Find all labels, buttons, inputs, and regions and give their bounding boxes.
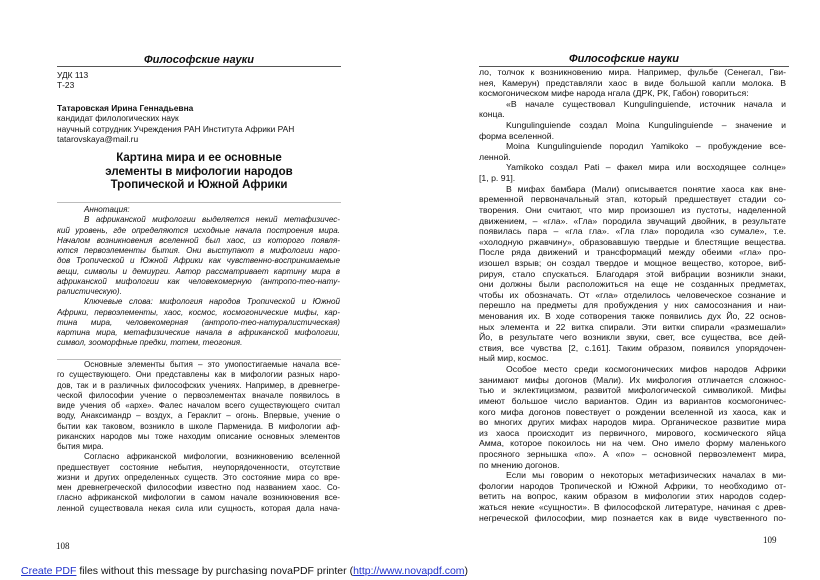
left-body-text	[57, 360, 340, 514]
text-line: Основные элементы бытия – это умопостигаемые начала все-	[84, 360, 340, 369]
udk-index: Т-23	[57, 80, 75, 91]
text-line: предшествует состояние небытия, неупорядоченности, отсутствие	[57, 462, 340, 472]
author-name: Татаровская Ирина Геннадьевна	[57, 103, 194, 113]
paragraph	[479, 162, 786, 183]
text-line: менования их. В ходе сотворения также появились дух Йо, 22 основ-	[479, 311, 786, 322]
text-line: символ, зооморфные предки, тотем, теогония.	[57, 338, 243, 348]
text-line: мен древнегреческой философии известно под названием хаос. Со-	[57, 483, 340, 492]
author-position: научный сотрудник Учреждения РАН Института Африки РАН	[57, 123, 295, 134]
text-line: Аннотация:	[84, 205, 130, 214]
text-line: ствия, все чувства [2, с.161]. Таким образом, появился упорядочен-	[479, 342, 786, 353]
paragraph	[479, 67, 786, 99]
paragraph	[479, 120, 786, 141]
novapdf-link[interactable]: http://www.novapdf.com	[353, 565, 465, 577]
text-line: Если мы говорим о некоторых метафизических началах в ми-	[506, 470, 786, 481]
text-line: Особое место среди космогонических мифов народов Африки	[506, 364, 786, 375]
text-line: форма вселенной.	[479, 130, 555, 141]
text-line: чтобы их обозначать. От «гла» отделилось человеческое сознание и	[479, 289, 786, 300]
footer-text-end: )	[464, 565, 469, 577]
right-page-number: 109	[763, 535, 777, 545]
right-running-header: Философские науки	[569, 53, 679, 65]
author-block	[57, 103, 357, 144]
udk-block	[57, 70, 341, 91]
left-running-header: Философские науки	[144, 54, 254, 66]
left-page-number: 108	[56, 541, 70, 551]
text-line: В мифах бамбара (Мали) описывается понятие хаоса как вне-	[506, 183, 786, 194]
text-line: жаться некие «сущности». В философской литературе, начиная с древ-	[479, 501, 786, 512]
text-line: картина мира, метафизические начала в африканской мифологии,	[57, 328, 340, 337]
create-pdf-link[interactable]: Create PDF	[21, 565, 77, 577]
text-line: Moina Kungulinguiende породил Yamikoko – пробуждение все-	[506, 141, 786, 152]
paragraph	[57, 205, 340, 215]
text-line: конца.	[479, 109, 505, 120]
text-line: по мнению догонов.	[479, 459, 560, 470]
text-line: перешло на предметы для пробуждения у них самосознания и наи-	[479, 300, 786, 311]
text-line: Согласно африканской мифологии, возникновению вселенной	[84, 452, 340, 462]
text-line: ветить на вопрос, каким образом в мифологии этих народов содер-	[479, 491, 786, 502]
text-line: временной первоначальный этап, который предшествует стадии со-	[479, 194, 786, 205]
text-line: появилась пара – «гла гла». «Гла гла» породила «зо сумале», т.е.	[479, 226, 786, 237]
paragraph	[57, 452, 340, 514]
text-line: творения. Они считают, что мир произошел из пустоты, наделенной	[479, 204, 786, 215]
text-line: фологии народов Тропической и Южной Африки, то необходимо от-	[479, 480, 786, 491]
article-title	[57, 152, 341, 193]
footer-text: files without this message by purchasing novaPDF printer (	[76, 565, 354, 577]
title-line: Тропической и Южной Африки	[110, 179, 288, 191]
text-line: вещи, символы и демиурги. Автор рассматривает картину мира в	[57, 266, 340, 276]
text-line: рируя, стало спускаться. Благодаря этой вибрации возникли знаки,	[479, 268, 786, 279]
text-line: Началом возникновения вселенной был хаос, из которого появля-	[57, 235, 340, 245]
text-line: ленной существовала некая сила или сущность, которая дала нача-	[57, 503, 340, 513]
text-line: негреческой философии, мир познается как в виде чувственного по-	[479, 512, 786, 523]
text-line: бытии как таковом, возникло в школе Парменида. В мифологии аф-	[57, 421, 340, 431]
text-line: изошел взрыв; он создал твердое и мощное вещество, которое, виб-	[479, 257, 786, 268]
text-line: [1, p. 91].	[479, 173, 516, 184]
text-line: ных элемента и 22 витка спирали. Эти витки спирали «размешали»	[479, 321, 786, 332]
text-line: во многих других мифах народов мира. Органическое развитие мира	[479, 417, 786, 428]
text-line: ются первоэлементы бытия. Они выступают в мифологии наро-	[57, 246, 340, 255]
paragraph	[479, 99, 786, 120]
left-header-rule	[57, 66, 341, 67]
text-line: имеют большое число вариантов. Один из вариантов космогоничес-	[479, 395, 786, 406]
pdf-watermark-footer	[21, 565, 468, 577]
paragraph	[57, 360, 340, 452]
text-line: Yamikoko создал Pati – факел мира или восходящее солнце»	[506, 162, 786, 173]
paragraph	[479, 364, 786, 470]
right-body-text	[479, 67, 786, 523]
text-line: из хаоса происходит из первичного, мирового, космического яйца	[479, 427, 786, 438]
text-line: Амма, которое покоилось ни на чем. Оно имело форму маленького	[479, 438, 786, 449]
text-line: гласно африканской мифологии в самом начале возникновения все-	[57, 493, 340, 503]
paragraph	[57, 215, 340, 297]
abstract	[57, 205, 340, 349]
text-line: «В начале существовал Kungulinguiende, источник начала и	[506, 98, 786, 109]
paragraph	[479, 184, 786, 364]
text-line: После ряда движений и трансформаций между обеими «гла» про-	[479, 247, 786, 258]
text-line: просяного зернышка «по». А «по» – основной первоэлемент мира,	[479, 448, 786, 459]
text-line: космогоническом мифе народа нгала (ДРК, РК, Габон) говориться:	[479, 88, 749, 99]
text-line: тью и эклектицизмом, развитой мифологической символикой. Мифы	[479, 385, 786, 396]
paragraph	[57, 297, 340, 348]
text-line: Kungulinguiende создал Moina Kungulinguiende – значение и	[506, 120, 786, 131]
text-line: ный мир, космос.	[479, 353, 549, 364]
text-line: жизни и других определенных существ. Это состояние мира со вре-	[57, 472, 340, 482]
author-email: tatarovskaya@mail.ru	[57, 133, 139, 144]
paragraph	[479, 470, 786, 523]
text-line: риканских народов мы тоже находим описание основных элементов	[57, 431, 340, 441]
text-line: движением, – «гла». «Гла» породила звучащий двойник, в результате	[479, 215, 786, 226]
text-line: ческой философии учение о первоэлементах вначале появилось в	[57, 390, 340, 400]
text-line: виде учения об «архе». Фалес началом всего существующего считал	[57, 401, 340, 410]
text-line: нея, Камерун) представляли хаос в виде большой капли молока. В	[479, 77, 786, 88]
text-line: дов Тропической и Южной Африки как чувственно-воспринимаемые	[57, 256, 340, 266]
text-line: «холодную ржавчину», образовавшую твердые и блестящие вещества.	[479, 236, 786, 247]
text-line: бытия мира.	[57, 442, 104, 451]
text-line: воду, Анаксимандр – воздух, а Гераклит – огонь. Впервые, учение о	[57, 411, 340, 421]
text-line: занимают мифы догонов (Мали). Их мифология отличается сложнос-	[479, 374, 786, 385]
text-line: ленной.	[479, 151, 511, 162]
text-line: ралистическую).	[57, 287, 122, 296]
text-line: тина мира, человекомерная (антропо-тео-натуралистическая)	[57, 317, 340, 327]
title-line: элементы в мифологии народов	[105, 165, 293, 178]
text-line: го существующего. Они представлены как в мифологии разных наро-	[57, 370, 340, 380]
text-line: В африканской мифологии выделяется некий метафизичес-	[84, 215, 340, 225]
text-line: Ключевые слова: мифология народов Тропической и Южной	[84, 297, 340, 307]
udk-code: УДК 113	[57, 70, 89, 80]
text-line: африканской мифологии как человекомерную (антропо-тео-нату-	[57, 276, 340, 286]
text-line: Африки, первоэлементы, хаос, космос, космогонические мифы, кар-	[57, 307, 340, 317]
author-degree: кандидат филологических наук	[57, 113, 179, 124]
title-line: Картина мира и ее основные	[116, 152, 282, 164]
abstract-top-rule	[57, 202, 341, 203]
text-line: кий уровень, где определяются исходные начала построения мира.	[57, 225, 340, 235]
text-line: ло, толчок к возникновению мира. Например, фульбе (Сенегал, Гви-	[479, 67, 786, 77]
text-line: они должны были расположиться на еще не созданных предметах,	[479, 279, 786, 290]
text-line: кого мифа догонов повествует о рождении вселенной из хаоса, как и	[479, 406, 786, 417]
text-line: Йо, в результате чего возникли звуки, свет, все существа, все дей-	[479, 332, 786, 343]
paragraph	[479, 141, 786, 162]
text-line: дов, так и в различных философских учениях. Например, в древнегре-	[57, 380, 340, 390]
